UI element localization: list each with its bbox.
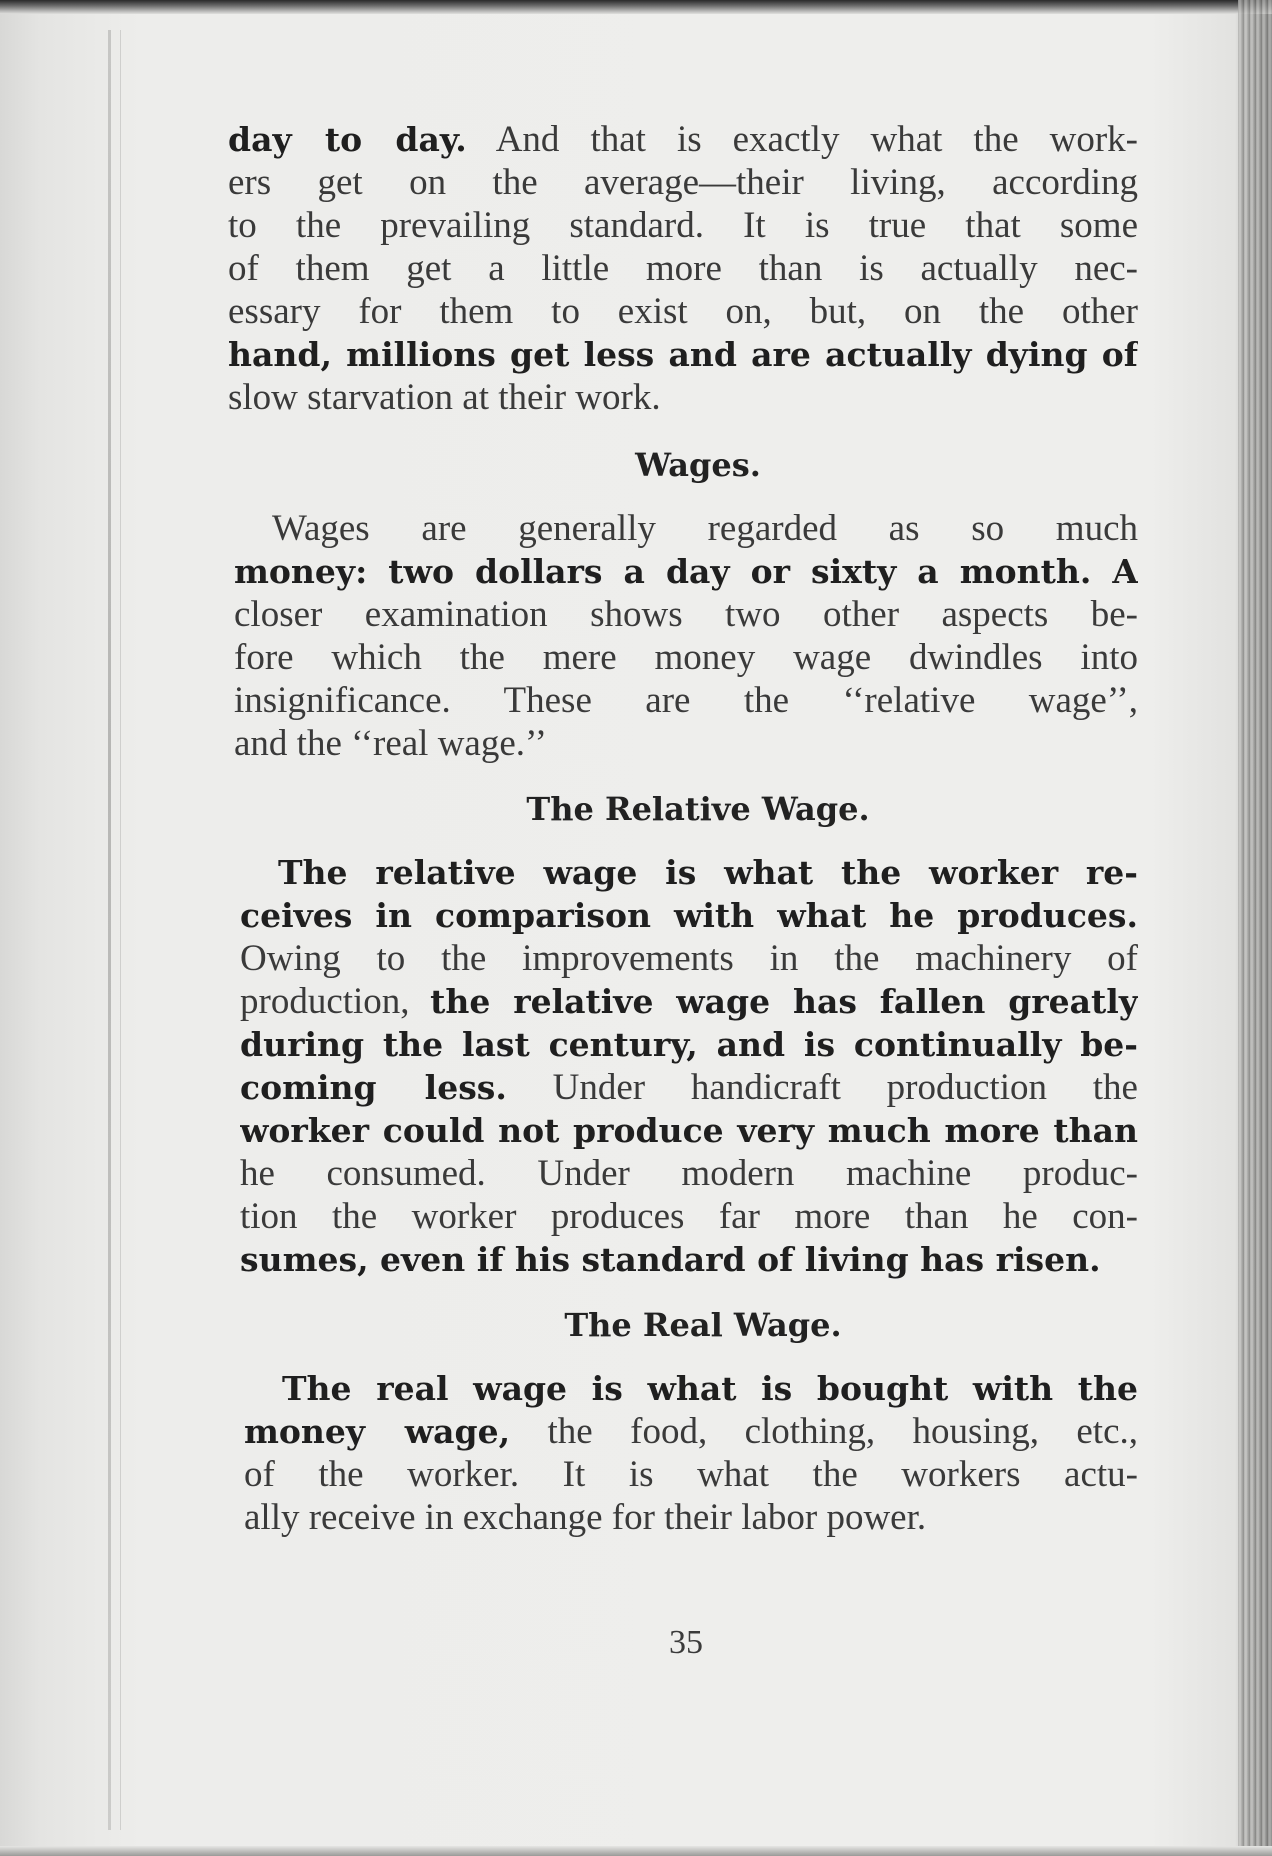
text-line (240, 1238, 1138, 1281)
text-line (228, 204, 1138, 247)
bold-text: The real wage is what is bought with the (282, 1369, 1138, 1408)
body-text: insignificance. These are the ‘‘relative wage’’, (234, 680, 1138, 721)
binding-gutter (108, 30, 111, 1830)
text-line (240, 851, 1138, 894)
page-number: 35 (669, 1624, 703, 1661)
bold-text: worker could not produce very much more than (240, 1111, 1138, 1150)
bold-text: money wage, (244, 1412, 511, 1451)
text-line (240, 1109, 1138, 1152)
body-text: he consumed. Under modern machine produc- (240, 1153, 1138, 1194)
bold-text: coming less. (240, 1068, 507, 1107)
heading-real-wage: The Real Wage. (564, 1306, 842, 1344)
text-line (244, 1496, 1138, 1539)
body-text: ally receive in exchange for their labor power. (244, 1497, 927, 1538)
paragraph-4 (244, 1367, 1138, 1539)
text-line (228, 161, 1138, 204)
bold-text: A (1091, 552, 1138, 591)
body-text: ers get on the average—their living, according (228, 162, 1138, 203)
binding-gutter-inner (120, 30, 121, 1830)
text-line (234, 507, 1138, 550)
paragraph-3 (240, 851, 1138, 1281)
text-line (240, 1152, 1138, 1195)
page-edge-stack (1238, 0, 1272, 1856)
text-line (240, 937, 1138, 980)
text-line (244, 1367, 1138, 1410)
text-line (240, 1023, 1138, 1066)
text-line (240, 1195, 1138, 1238)
body-text: And that is exactly what the work- (466, 119, 1138, 160)
body-text: Wages are generally regarded as so much (272, 508, 1138, 549)
heading-relative-wage: The Relative Wage. (526, 790, 870, 828)
bold-text: money: two dollars a day or sixty a month. (234, 552, 1092, 591)
heading-wages: Wages. (635, 446, 761, 484)
body-text: and the ‘‘real wage.’’ (234, 723, 547, 764)
body-text: production, (240, 981, 431, 1022)
text-line (240, 894, 1138, 937)
body-text: the food, clothing, housing, etc., (510, 1411, 1138, 1452)
bold-text: sumes, even if his standard of living has risen. (240, 1240, 1101, 1279)
text-line (228, 290, 1138, 333)
body-text: of the worker. It is what the workers actu- (244, 1454, 1138, 1495)
bold-text: hand, millions get less and are actually dying of (228, 335, 1138, 374)
text-line (234, 722, 1138, 765)
body-text: of them get a little more than is actually nec- (228, 248, 1138, 289)
paragraph-1 (228, 118, 1138, 419)
body-text: Owing to the improvements in the machinery of (240, 938, 1138, 979)
body-text: essary for them to exist on, but, on the other (228, 291, 1138, 332)
body-text: fore which the mere money wage dwindles into (234, 637, 1138, 678)
top-shadow (0, 0, 1272, 14)
body-text: closer examination shows two other aspects be- (234, 594, 1138, 635)
text-line (244, 1410, 1138, 1453)
text-line (234, 550, 1138, 593)
text-line (228, 333, 1138, 376)
text-line (240, 1066, 1138, 1109)
bold-text: during the last century, and is continually be- (240, 1025, 1138, 1064)
text-line (228, 376, 1138, 419)
text-line (234, 636, 1138, 679)
bold-text: The relative wage is what the worker re- (278, 853, 1138, 892)
body-text: slow starvation at their work. (228, 377, 661, 418)
paragraph-2 (234, 507, 1138, 765)
body-text: to the prevailing standard. It is true that some (228, 205, 1138, 246)
bold-text: the relative wage has fallen greatly (430, 982, 1138, 1021)
bold-text: ceives in comparison with what he produces. (240, 896, 1138, 935)
text-line (244, 1453, 1138, 1496)
text-line (240, 980, 1138, 1023)
body-text: tion the worker produces far more than he con- (240, 1196, 1138, 1237)
text-line (234, 679, 1138, 722)
text-line (234, 593, 1138, 636)
text-line (228, 118, 1138, 161)
book-page (228, 118, 1138, 1539)
body-text: Under handicraft production the (506, 1067, 1138, 1108)
bottom-edge (0, 1846, 1272, 1856)
text-line (228, 247, 1138, 290)
bold-text: day to day. (228, 120, 467, 159)
